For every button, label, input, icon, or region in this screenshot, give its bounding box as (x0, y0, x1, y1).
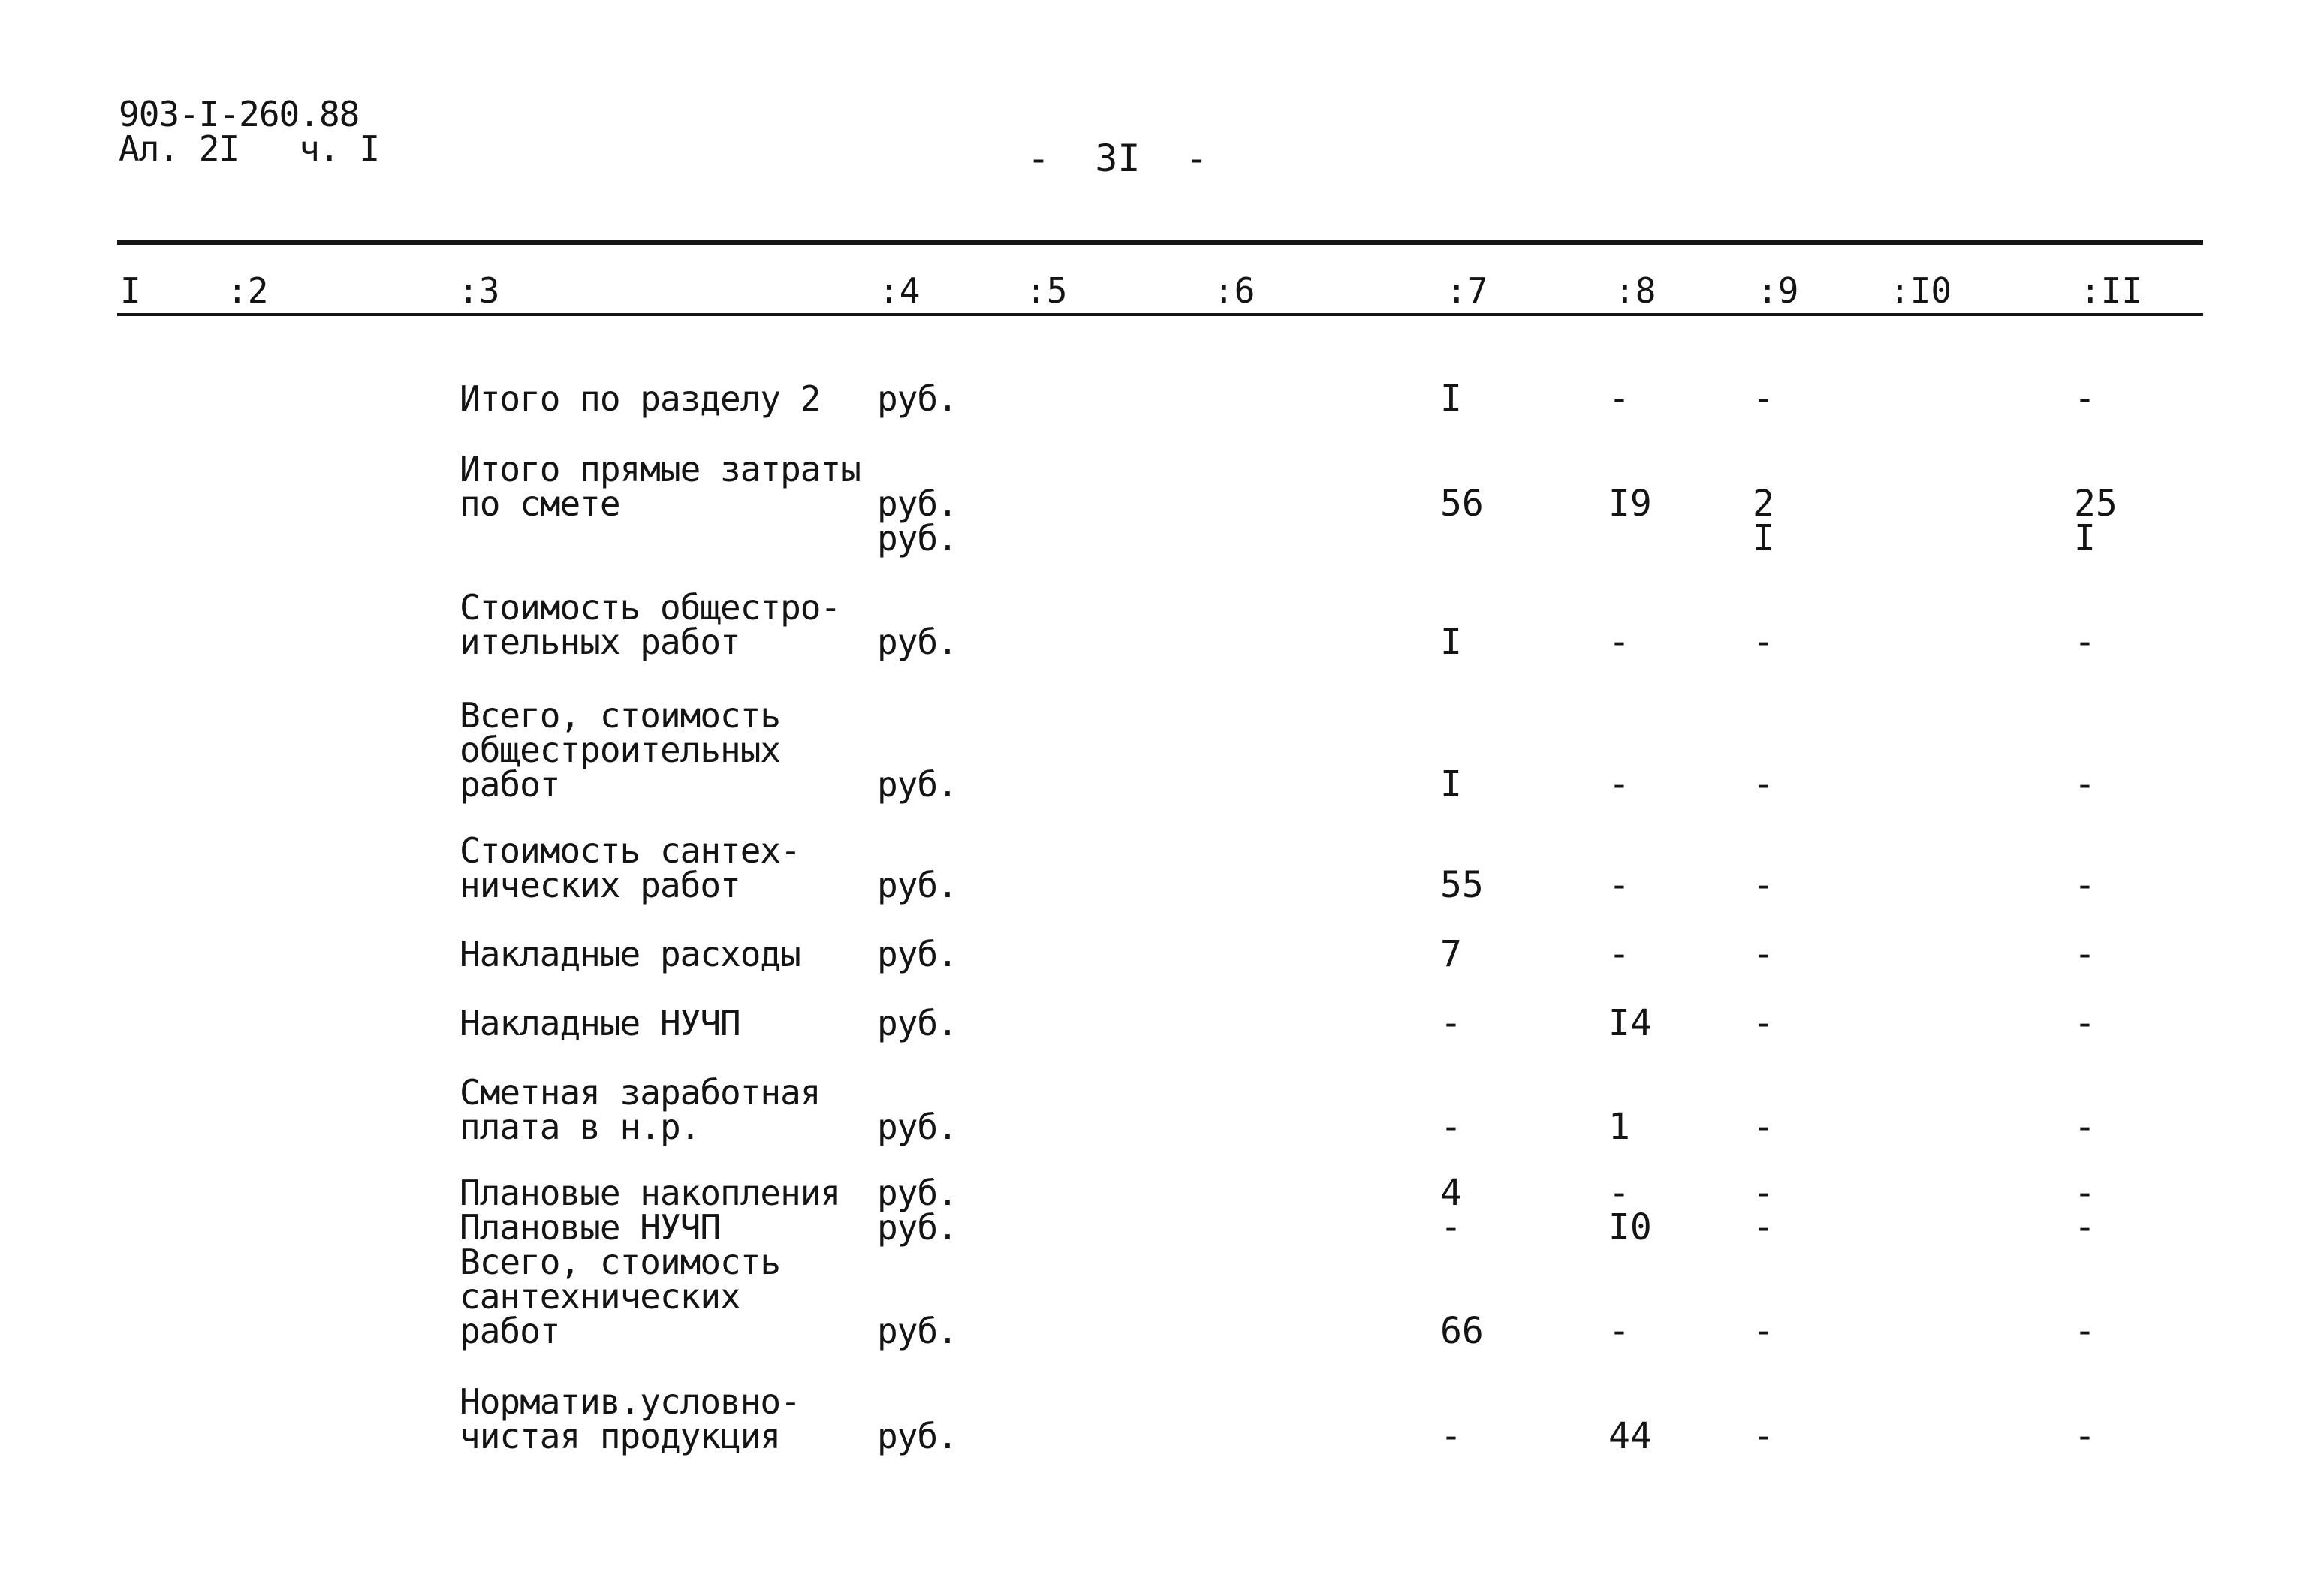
row-label: Итого по разделу 2 (460, 378, 821, 419)
column-header: :5 (1026, 270, 1068, 311)
column-header: :6 (1213, 270, 1255, 311)
row-label: сантехнических (460, 1276, 740, 1317)
cell-c8: - (1608, 763, 1630, 806)
cell-c9: - (1753, 1415, 1774, 1457)
row-unit: руб. (877, 378, 957, 419)
row-label: Норматив.условно- (460, 1381, 800, 1422)
row-label: чистая продукция (460, 1416, 781, 1456)
row-label: по смете (460, 483, 620, 524)
row-unit: руб. (877, 934, 957, 974)
cell-c7: 55 (1440, 864, 1484, 906)
cell-c8: - (1608, 1172, 1630, 1214)
cell-c9: - (1753, 1310, 1774, 1352)
column-header: :3 (458, 270, 500, 311)
row-label: Накладные расходы (460, 934, 800, 974)
cell-c7: I (1440, 378, 1462, 420)
column-header: :9 (1757, 270, 1799, 311)
column-header: I (120, 270, 141, 311)
header-rule (117, 313, 2203, 316)
row-label: работ (460, 764, 560, 805)
column-header: :I0 (1889, 270, 1952, 311)
row-label: общестроительных (460, 730, 781, 770)
cell-c8: I4 (1608, 1002, 1652, 1044)
row-unit: руб. (877, 764, 957, 805)
cell-c11: - (2074, 378, 2096, 420)
cell-c7: 4 (1440, 1172, 1462, 1214)
cell-c7: 7 (1440, 933, 1462, 975)
cell-c8: I0 (1608, 1206, 1652, 1248)
row-unit: руб. (877, 1311, 957, 1351)
cell-c11: - (2074, 1415, 2096, 1457)
cell-c11: - (2074, 621, 2096, 663)
cell-c11: - (2074, 763, 2096, 806)
cell-c7: - (1440, 1206, 1462, 1248)
cell-c7: I (1440, 621, 1462, 663)
cell-c11: I (2074, 517, 2096, 559)
sheet-and-part: Ал. 2I ч. I (119, 128, 380, 169)
cell-c11: - (2074, 1206, 2096, 1248)
row-unit: руб. (877, 1207, 957, 1248)
cell-c8: 1 (1608, 1106, 1630, 1148)
row-unit: руб. (877, 1173, 957, 1213)
row-label: нических работ (460, 865, 740, 905)
row-label: Всего, стоимость (460, 1242, 781, 1282)
row-label: Плановые накопления (460, 1173, 841, 1213)
cell-c7: - (1440, 1002, 1462, 1044)
row-label: Плановые НУЧП (460, 1207, 721, 1248)
row-label: работ (460, 1311, 560, 1351)
cell-c7: 66 (1440, 1310, 1484, 1352)
row-unit: руб. (877, 1107, 957, 1147)
cell-c11: - (2074, 1172, 2096, 1214)
cell-c9: - (1753, 1206, 1774, 1248)
row-unit: руб. (877, 483, 957, 524)
cell-c9: I (1753, 517, 1774, 559)
cell-c8: - (1608, 1310, 1630, 1352)
row-label: Итого прямые затраты (460, 449, 861, 489)
page-number: - 3I - (1027, 137, 1208, 180)
cell-c7: 56 (1440, 483, 1484, 525)
cell-c8: - (1608, 621, 1630, 663)
cell-c9: - (1753, 933, 1774, 975)
column-header: :2 (227, 270, 269, 311)
row-label: Стоимость общестро- (460, 587, 841, 628)
cell-c8: 44 (1608, 1415, 1652, 1457)
cell-c11: 25 (2074, 483, 2118, 525)
cell-c9: 2 (1753, 483, 1774, 525)
row-label: плата в н.р. (460, 1107, 701, 1147)
row-label: Стоимость сантех- (460, 830, 800, 871)
row-unit: руб. (877, 622, 957, 662)
column-header: :4 (879, 270, 921, 311)
cell-c7: - (1440, 1415, 1462, 1457)
cell-c9: - (1753, 1172, 1774, 1214)
cell-c9: - (1753, 864, 1774, 906)
cell-c9: - (1753, 763, 1774, 806)
cell-c11: - (2074, 864, 2096, 906)
cell-c11: - (2074, 1106, 2096, 1148)
document-code: 903-I-260.88 (119, 94, 360, 134)
cell-c8: - (1608, 933, 1630, 975)
row-unit: руб. (877, 1416, 957, 1456)
row-label: Сметная заработная (460, 1072, 821, 1113)
row-unit: руб. (877, 865, 957, 905)
cell-c9: - (1753, 378, 1774, 420)
cell-c7: - (1440, 1106, 1462, 1148)
cell-c11: - (2074, 1002, 2096, 1044)
cell-c11: - (2074, 933, 2096, 975)
row-unit: руб. (877, 518, 957, 559)
cell-c8: - (1608, 378, 1630, 420)
cell-c8: - (1608, 864, 1630, 906)
column-header: :II (2080, 270, 2143, 311)
row-label: Накладные НУЧП (460, 1003, 740, 1043)
row-label: Всего, стоимость (460, 695, 781, 736)
column-header: :8 (1614, 270, 1656, 311)
cell-c9: - (1753, 621, 1774, 663)
column-header: :7 (1446, 270, 1488, 311)
cell-c9: - (1753, 1106, 1774, 1148)
cell-c8: I9 (1608, 483, 1652, 525)
top-rule (117, 240, 2203, 245)
cell-c7: I (1440, 763, 1462, 806)
row-unit: руб. (877, 1003, 957, 1043)
row-label: ительных работ (460, 622, 740, 662)
cell-c11: - (2074, 1310, 2096, 1352)
cell-c9: - (1753, 1002, 1774, 1044)
